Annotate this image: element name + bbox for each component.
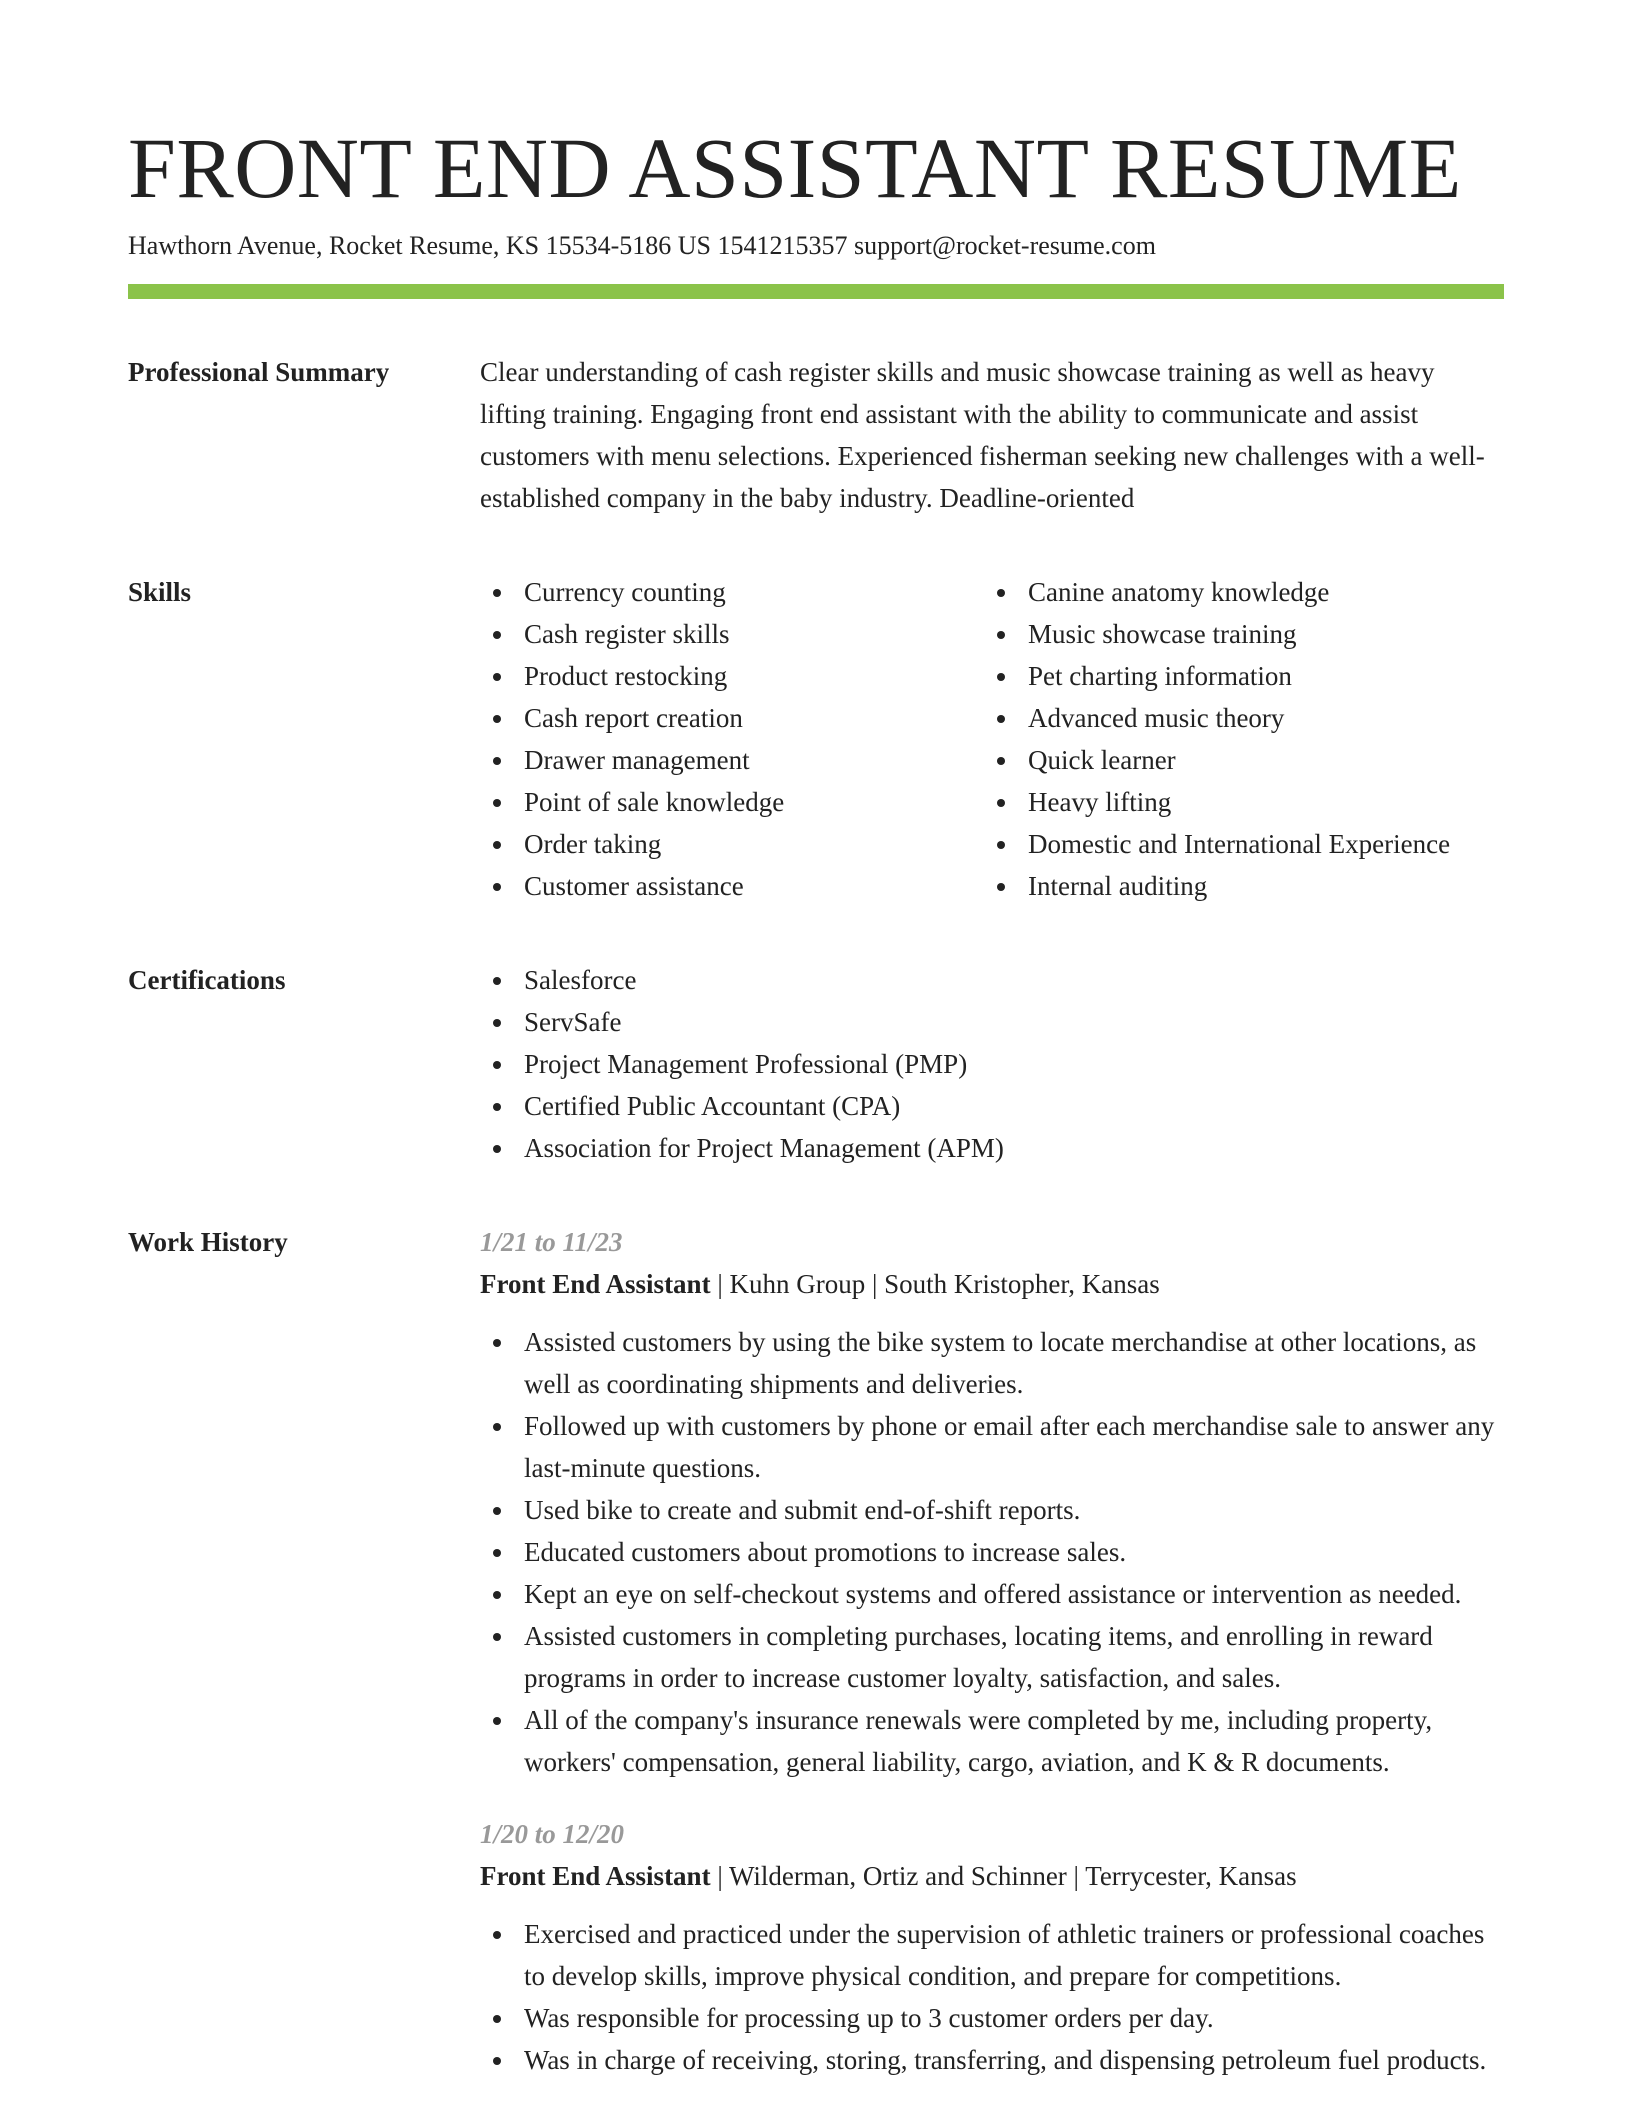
section-certifications bbox=[128, 959, 1504, 1169]
job-duty: Educated customers about promotions to increase sales. bbox=[480, 1531, 1504, 1573]
job-dates: 1/21 to 11/23 bbox=[480, 1227, 623, 1257]
skill-item: Order taking bbox=[480, 823, 984, 865]
job-heading bbox=[480, 1855, 1504, 1897]
job-heading bbox=[480, 1263, 1504, 1305]
skill-item: Pet charting information bbox=[984, 655, 1450, 697]
contact-line: Hawthorn Avenue, Rocket Resume, KS 15534-5186 US 1541215357 support@rocket-resume.com bbox=[128, 231, 1156, 260]
skills-list-right bbox=[984, 571, 1450, 907]
section-label-skills: Skills bbox=[128, 577, 192, 607]
skill-item: Advanced music theory bbox=[984, 697, 1450, 739]
certification-item: Salesforce bbox=[480, 959, 1504, 1001]
job-details: | Kuhn Group | South Kristopher, Kansas bbox=[710, 1269, 1160, 1299]
skill-item: Drawer management bbox=[480, 739, 984, 781]
job-duty: Was responsible for processing up to 3 customer orders per day. bbox=[480, 1997, 1504, 2039]
job-duty: Was in charge of receiving, storing, transferring, and dispensing petroleum fuel products. bbox=[480, 2039, 1504, 2081]
skill-item: Domestic and International Experience bbox=[984, 823, 1450, 865]
job-title: Front End Assistant bbox=[480, 1861, 711, 1891]
section-label-work-history: Work History bbox=[128, 1227, 288, 1257]
section-label-summary: Professional Summary bbox=[128, 357, 390, 387]
skill-item: Customer assistance bbox=[480, 865, 984, 907]
skills-list-left bbox=[480, 571, 984, 907]
job-duty: Exercised and practiced under the supervision of athletic trainers or professional coaches to develop skills, improve physical condition, and prepare for competitions. bbox=[480, 1913, 1504, 1997]
job-details: | Wilderman, Ortiz and Schinner | Terrycester, Kansas bbox=[710, 1861, 1297, 1891]
skill-item: Quick learner bbox=[984, 739, 1450, 781]
job-duties-list bbox=[480, 1913, 1504, 2081]
skill-item: Currency counting bbox=[480, 571, 984, 613]
skill-item: Cash report creation bbox=[480, 697, 984, 739]
job-duty: Used bike to create and submit end-of-shift reports. bbox=[480, 1489, 1504, 1531]
resume-title: FRONT END ASSISTANT RESUME bbox=[128, 120, 1462, 216]
job-entry bbox=[480, 1813, 1504, 2081]
certification-item: ServSafe bbox=[480, 1001, 1504, 1043]
skill-item: Internal auditing bbox=[984, 865, 1450, 907]
job-duties-list bbox=[480, 1321, 1504, 1783]
skill-item: Canine anatomy knowledge bbox=[984, 571, 1450, 613]
resume-page bbox=[128, 118, 1504, 2081]
job-duty: Assisted customers in completing purchases, locating items, and enrolling in reward programs in order to increase customer loyalty, satisfaction, and sales. bbox=[480, 1615, 1504, 1699]
job-entry bbox=[480, 1221, 1504, 1783]
section-professional-summary bbox=[128, 351, 1504, 519]
certification-item: Certified Public Accountant (CPA) bbox=[480, 1085, 1504, 1127]
job-duty: Kept an eye on self-checkout systems and offered assistance or intervention as needed. bbox=[480, 1573, 1504, 1615]
job-duty: Assisted customers by using the bike system to locate merchandise at other locations, as well as coordinating shipments and deliveries. bbox=[480, 1321, 1504, 1405]
skill-item: Music showcase training bbox=[984, 613, 1450, 655]
skill-item: Heavy lifting bbox=[984, 781, 1450, 823]
skill-item: Point of sale knowledge bbox=[480, 781, 984, 823]
certification-item: Project Management Professional (PMP) bbox=[480, 1043, 1504, 1085]
certifications-body bbox=[480, 959, 1504, 1169]
summary-text: Clear understanding of cash register skills and music showcase training as well as heavy lifting training. Engaging front end assistant with the ability to communicate and assist customers with menu selections. Experienced fisherman seeking new challenges with a well-established company in the baby industry. Deadline-oriented bbox=[480, 357, 1485, 513]
certification-item: Association for Project Management (APM) bbox=[480, 1127, 1504, 1169]
section-skills bbox=[128, 571, 1504, 907]
skill-item: Cash register skills bbox=[480, 613, 984, 655]
job-duty: Followed up with customers by phone or email after each merchandise sale to answer any last-minute questions. bbox=[480, 1405, 1504, 1489]
section-label-certifications: Certifications bbox=[128, 965, 286, 995]
work-history-body bbox=[480, 1221, 1504, 2081]
job-dates: 1/20 to 12/20 bbox=[480, 1819, 625, 1849]
section-work-history bbox=[128, 1221, 1504, 2081]
skill-item: Product restocking bbox=[480, 655, 984, 697]
job-title: Front End Assistant bbox=[480, 1269, 711, 1299]
job-duty: All of the company's insurance renewals were completed by me, including property, workers' compensation, general liability, cargo, aviation, and K & R documents. bbox=[480, 1699, 1504, 1783]
skills-columns bbox=[480, 571, 1504, 907]
accent-divider bbox=[128, 284, 1504, 299]
certifications-list bbox=[480, 959, 1504, 1169]
